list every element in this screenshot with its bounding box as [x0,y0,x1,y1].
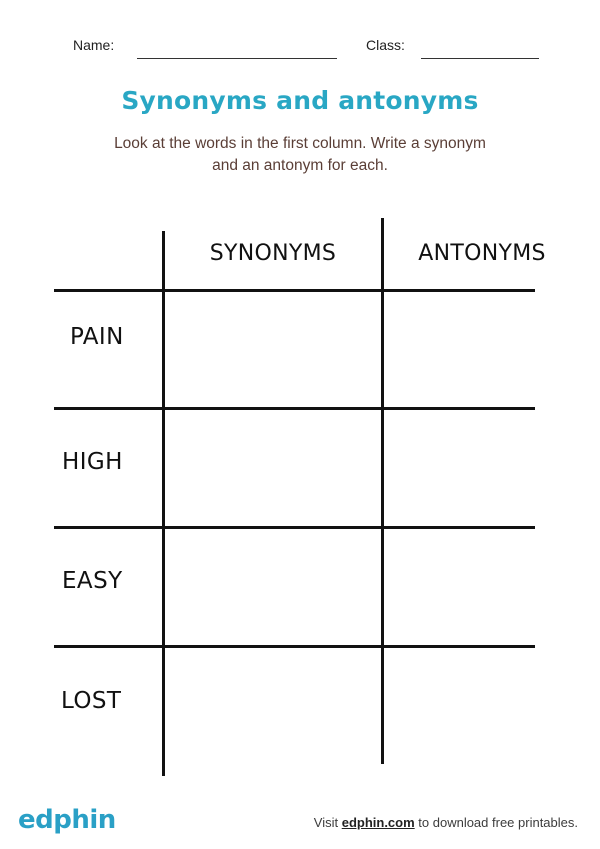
row-word-lost: LOST [61,688,122,714]
antonym-answer-cell[interactable] [384,529,535,645]
name-field-line[interactable] [137,58,337,59]
class-label: Class: [366,37,405,53]
antonym-answer-cell[interactable] [384,292,535,407]
synonym-answer-cell[interactable] [165,292,381,407]
instructions-line-1: Look at the words in the first column. Write a synonym [114,135,486,152]
footer-rest-text: to download free printables. [414,815,578,830]
synonym-answer-cell[interactable] [165,648,381,764]
synonym-answer-cell[interactable] [165,410,381,526]
instructions-line-2: and an antonym for each. [212,157,388,174]
synonym-answer-cell[interactable] [165,529,381,645]
row-word-high: HIGH [62,449,123,475]
footer-text [314,815,578,830]
instructions [40,133,560,177]
antonym-answer-cell[interactable] [384,648,535,764]
antonym-answer-cell[interactable] [384,410,535,526]
class-field-line[interactable] [421,58,539,59]
column-header-synonyms: SYNONYMS [209,241,337,266]
row-word-pain: PAIN [70,324,124,350]
footer-visit-text: Visit [313,815,342,830]
column-header-antonyms: ANTONYMS [418,241,546,266]
edphin-link[interactable]: edphin.com [341,815,415,830]
edphin-logo: edphin [18,805,116,835]
name-label: Name: [73,37,115,53]
worksheet-title: Synonyms and antonyms [121,86,479,115]
row-word-easy: EASY [62,568,123,594]
